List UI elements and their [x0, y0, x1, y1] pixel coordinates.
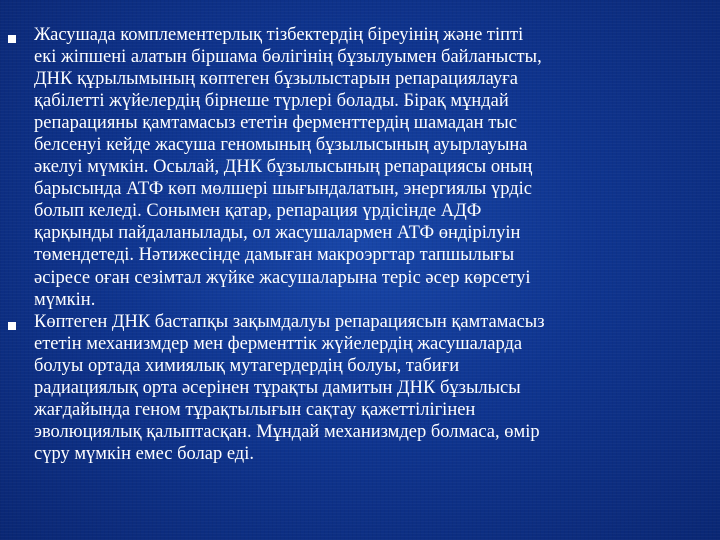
bullet-text-2: Көптеген ДНК бастапқы зақымдалуы репарациясын қамтамасыз ететін механизмдер мен ферменттік жүйелердің жасушаларда болуы ортада химиялық мутагердердің болуы, табиғи радиациялық орта әсерінен тұрақты дамитын ДНК бұзылысы жағдайында геном тұрақтылығын сақтау қажеттілігінен эволюциялық қалыптасқан. Мұндай механизмдер болмаса, өмір сүру мүмкін емес болар еді. — [34, 311, 545, 464]
square-bullet-icon — [8, 35, 16, 43]
square-bullet-icon — [8, 322, 16, 330]
bullet-item-1 — [0, 24, 720, 311]
bullet-text-1: Жасушада комплементерлық тізбектердің біреуінің және тіпті екі жіпшені алатын біршама бөлігінің бұзылуымен байланысты, ДНК құрылымының көптеген бұзылыстарын репарациялауға қабілетті жүйелердің бірнеше түрлері болады. Бірақ мұндай репарацияны қамтамасыз ететін ферменттердің шамадан тыс белсенуі кейде жасуша геномының бұзылысының ауырлауына әкелуі мүмкін. Осылай, ДНК бұзылысының репарациясы оның барысында АТФ көп мөлшері шығындалатын, энергиялы үрдіс болып келеді. Сонымен қатар, репарация үрдісінде АДФ қарқынды пайдаланылады, ол жасушалармен АТФ өндірілуін төмендетеді. Нәтижесінде дамыған макроэргтар тапшылығы әсіресе оған сезімтал жүйке жасушаларына теріс әсер көрсетуі мүмкін. — [34, 25, 542, 310]
bullet-list — [0, 24, 720, 465]
bullet-item-2 — [0, 311, 720, 465]
